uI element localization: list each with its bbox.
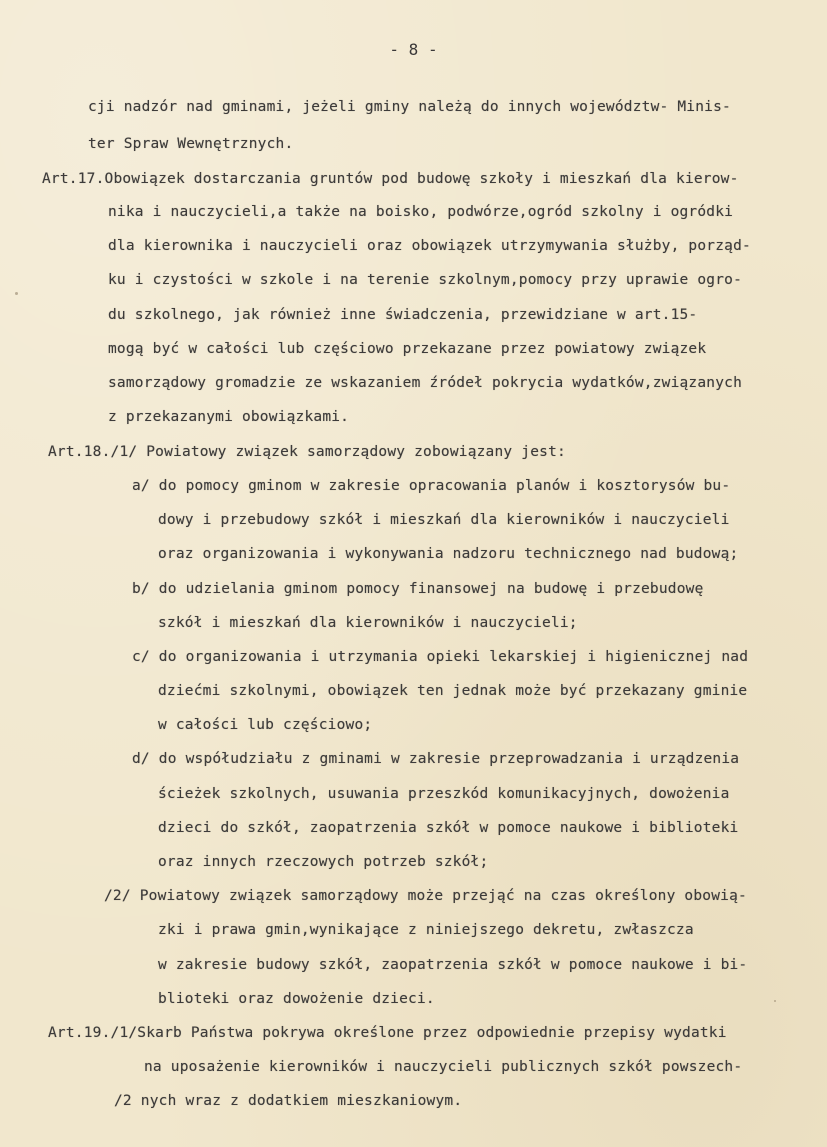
text-line: c/ do organizowania i utrzymania opieki lekarskiej i higienicznej nad <box>132 649 749 665</box>
text-line: dziećmi szkolnymi, obowiązek ten jednak może być przekazany gminie <box>158 683 748 699</box>
text-line: w całości lub częściowo; <box>158 717 373 733</box>
text-line: dzieci do szkół, zaopatrzenia szkół w pomoce naukowe i biblioteki <box>158 820 739 836</box>
text-line: z przekazanymi obowiązkami. <box>108 409 350 425</box>
text-line: oraz organizowania i wykonywania nadzoru technicznego nad budową; <box>158 546 739 562</box>
text-line: nika i nauczycieli,a także na boisko, podwórze,ogród szkolny i ogródki <box>108 204 734 220</box>
text-line: blioteki oraz dowożenie dzieci. <box>158 991 435 1007</box>
text-line: szkół i mieszkań dla kierowników i nauczycieli; <box>158 615 578 631</box>
text-line: ter Spraw Wewnętrznych. <box>88 136 294 152</box>
text-line: /2/ Powiatowy związek samorządowy może przejąć na czas określony obowią- <box>104 888 747 904</box>
text-line: cji nadzór nad gminami, jeżeli gminy należą do innych województw- Minis- <box>88 99 731 115</box>
text-line: Art.17.Obowiązek dostarczania gruntów pod budowę szkoły i mieszkań dla kierow- <box>42 171 739 187</box>
text-line: ścieżek szkolnych, usuwania przeszkód komunikacyjnych, dowożenia <box>158 786 730 802</box>
text-line: na uposażenie kierowników i nauczycieli publicznych szkół powszech- <box>144 1059 743 1075</box>
text-line: oraz innych rzeczowych potrzeb szkół; <box>158 854 489 870</box>
text-line: ku i czystości w szkole i na terenie szkolnym,pomocy przy uprawie ogro- <box>108 272 743 288</box>
text-line: dla kierownika i nauczycieli oraz obowiązek utrzymywania służby, porząd- <box>108 238 751 254</box>
paper-speck <box>774 1000 776 1002</box>
text-line: Art.19./1/Skarb Państwa pokrywa określone przez odpowiednie przepisy wydatki <box>48 1025 727 1041</box>
text-line: a/ do pomocy gminom w zakresie opracowania planów i kosztorysów bu- <box>132 478 731 494</box>
text-line: w zakresie budowy szkół, zaopatrzenia szkół w pomoce naukowe i bi- <box>158 957 748 973</box>
text-line: Art.18./1/ Powiatowy związek samorządowy zobowiązany jest: <box>48 444 566 460</box>
text-line: d/ do współudziału z gminami w zakresie przeprowadzania i urządzenia <box>132 751 740 767</box>
text-line: /2 nych wraz z dodatkiem mieszkaniowym. <box>114 1093 463 1109</box>
text-line: zki i prawa gmin,wynikające z niniejszego dekretu, zwłaszcza <box>158 922 694 938</box>
text-line: du szkolnego, jak również inne świadczenia, przewidziane w art.15- <box>108 307 698 323</box>
text-line: b/ do udzielania gminom pomocy finansowej na budowę i przebudowę <box>132 581 704 597</box>
text-line: dowy i przebudowy szkół i mieszkań dla kierowników i nauczycieli <box>158 512 730 528</box>
paper-speck <box>15 292 18 295</box>
text-line: mogą być w całości lub częściowo przekazane przez powiatowy związek <box>108 341 707 357</box>
page-number: - 8 - <box>389 40 438 59</box>
text-line: samorządowy gromadzie ze wskazaniem źródeł pokrycia wydatków,związanych <box>108 375 743 391</box>
